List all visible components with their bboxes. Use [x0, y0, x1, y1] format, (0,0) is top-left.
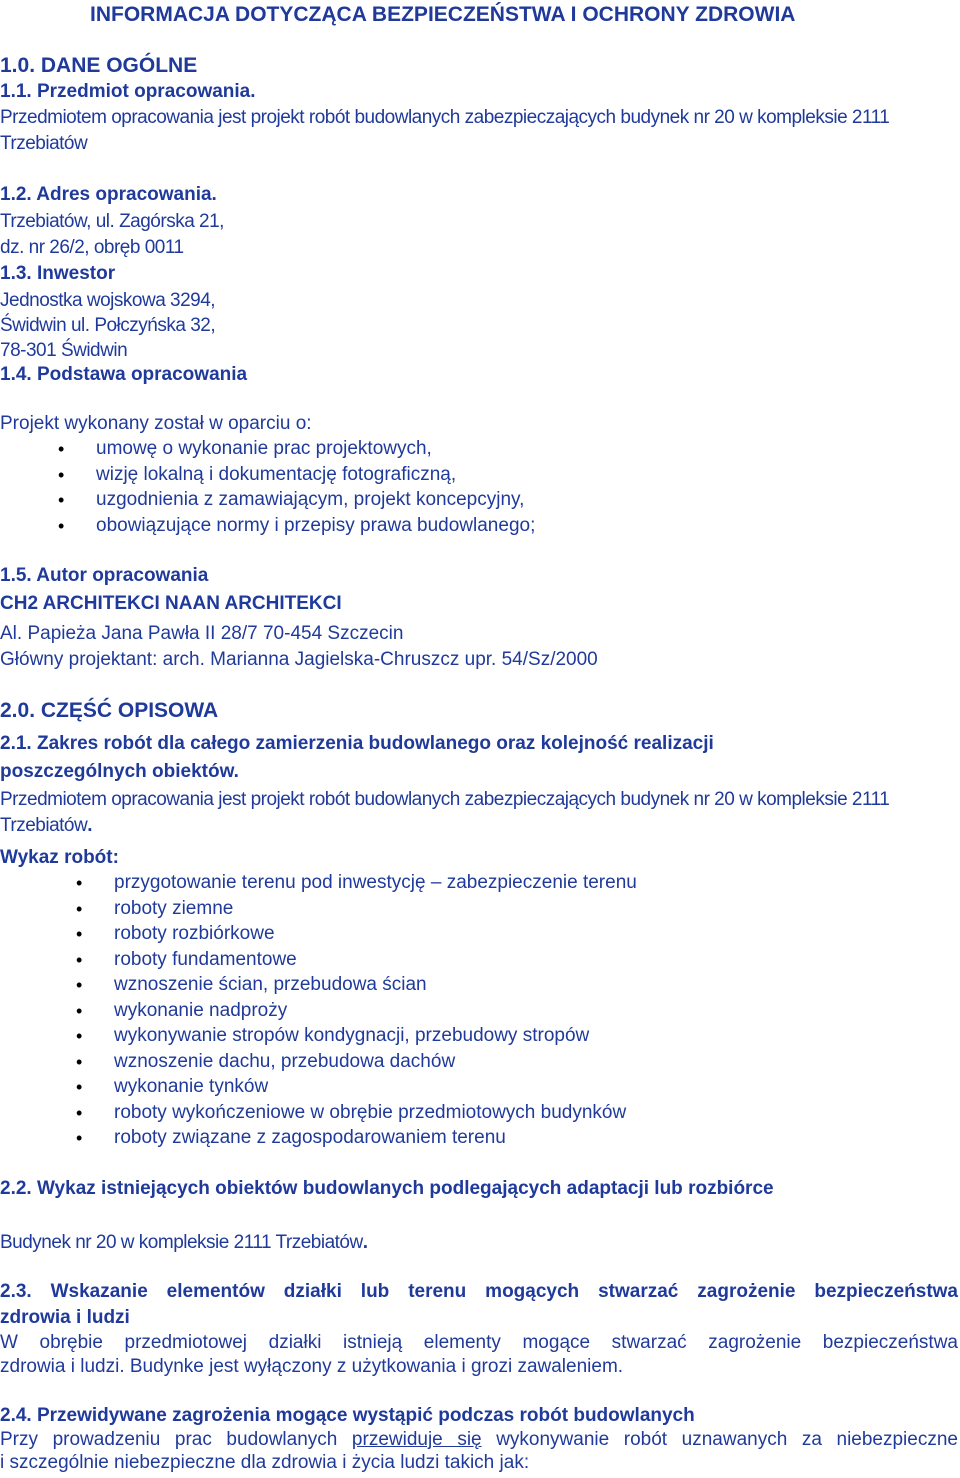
- list-item-text: roboty wykończeniowe w obrębie przedmiotowych budynków: [114, 1102, 627, 1123]
- bullet-icon: •: [58, 490, 65, 510]
- section-1-3-line2: Świdwin ul. Połczyńska 32,: [0, 315, 216, 336]
- section-1-heading: 1.0. DANE OGÓLNE: [0, 54, 198, 77]
- list-item-text: wykonywanie stropów kondygnacji, przebudowy stropów: [114, 1025, 590, 1046]
- works-label: Wykaz robót:: [0, 847, 119, 868]
- section-2-4-text-line1: [0, 1428, 958, 1452]
- section-2-1-text-line2-main: Trzebiatów: [0, 815, 88, 836]
- section-1-4-heading: 1.4. Podstawa opracowania: [0, 364, 248, 385]
- section-2-3-text-line2: zdrowia i ludzi. Budynke jest wyłączony z użytkowania i grozi zawaleniem.: [0, 1356, 624, 1377]
- section-2-1-text-line1: Przedmiotem opracowania jest projekt robót budowlanych zabezpieczających budynek nr 20 w kompleksie 2111: [0, 789, 890, 810]
- section-2-4-text-line1-underlined: przewiduje się: [351, 1429, 482, 1450]
- bullet-icon: •: [76, 1001, 83, 1021]
- list-item-text: roboty fundamentowe: [114, 949, 297, 970]
- section-1-4-intro: Projekt wykonany został w oparciu o:: [0, 413, 312, 434]
- lead-designer: Główny projektant: arch. Marianna Jagielska-Chruszcz upr. 54/Sz/2000: [0, 649, 598, 670]
- section-1-3-line1: Jednostka wojskowa 3294,: [0, 290, 216, 311]
- bullet-icon: •: [76, 950, 83, 970]
- bullet-icon: •: [76, 873, 83, 893]
- section-2-heading: 2.0. CZĘŚĆ OPISOWA: [0, 699, 219, 722]
- section-1-2-address-line2: dz. nr 26/2, obręb 0011: [0, 237, 184, 258]
- section-2-3-text-line1: W obrębie przedmiotowej działki istnieją elementy mogące stwarzać zagrożenie bezpieczeństwa: [0, 1332, 958, 1353]
- bullet-icon: •: [76, 924, 83, 944]
- bullet-icon: •: [76, 975, 83, 995]
- bullet-icon: •: [58, 516, 65, 536]
- section-2-4-heading: 2.4. Przewidywane zagrożenia mogące wystąpić podczas robót budowlanych: [0, 1405, 695, 1426]
- section-1-1-heading: 1.1. Przedmiot opracowania.: [0, 81, 256, 102]
- list-item-text: roboty związane z zagospodarowaniem terenu: [114, 1127, 506, 1148]
- section-2-3-heading-line1: 2.3. Wskazanie elementów działki lub terenu mogących stwarzać zagrożenie bezpieczeństwa: [0, 1281, 958, 1302]
- author-company: CH2 ARCHITEKCI NAAN ARCHITEKCI: [0, 593, 342, 614]
- list-item-text: wykonanie tynków: [114, 1076, 269, 1097]
- bullet-icon: •: [58, 465, 65, 485]
- section-2-2-heading: 2.2. Wykaz istniejących obiektów budowlanych podlegających adaptacji lub rozbiórce: [0, 1178, 774, 1199]
- author-address: Al. Papieża Jana Pawła II 28/7 70-454 Szczecin: [0, 623, 404, 644]
- list-item-text: roboty rozbiórkowe: [114, 923, 275, 944]
- section-2-2-text-main: Budynek nr 20 w kompleksie 2111 Trzebiatów: [0, 1232, 363, 1253]
- bullet-icon: •: [76, 1026, 83, 1046]
- section-2-2-text-dot: .: [362, 1232, 369, 1253]
- section-1-2-address-line1: Trzebiatów, ul. Zagórska 21,: [0, 211, 224, 232]
- section-2-3-heading-line2: zdrowia i ludzi: [0, 1307, 130, 1328]
- section-2-2-text: [0, 1231, 368, 1255]
- bullet-icon: •: [76, 1052, 83, 1072]
- list-item-text: umowę o wykonanie prac projektowych,: [96, 438, 432, 459]
- section-2-4-text-line2: i szczególnie niebezpieczne dla zdrowia i życia ludzi takich jak:: [0, 1452, 530, 1473]
- section-1-3-line3: 78-301 Świdwin: [0, 340, 128, 361]
- bullet-icon: •: [76, 1077, 83, 1097]
- bullet-icon: •: [76, 899, 83, 919]
- section-2-1-text-line2: [0, 814, 93, 838]
- section-1-3-heading: 1.3. Inwestor: [0, 263, 116, 284]
- section-2-1-text-line2-dot: .: [87, 815, 93, 836]
- section-1-5-heading: 1.5. Autor opracowania: [0, 565, 209, 586]
- list-item-text: wykonanie nadproży: [114, 1000, 288, 1021]
- section-2-1-heading-line2: poszczególnych obiektów.: [0, 761, 239, 782]
- list-item-text: uzgodnienia z zamawiającym, projekt koncepcyjny,: [96, 489, 525, 510]
- section-2-4-text-line1-a: Przy prowadzeniu prac budowlanych: [0, 1429, 352, 1450]
- section-1-1-text-line2: Trzebiatów: [0, 133, 88, 154]
- bullet-icon: •: [58, 439, 65, 459]
- section-2-1-heading-line1: 2.1. Zakres robót dla całego zamierzenia budowlanego oraz kolejność realizacji: [0, 733, 714, 754]
- list-item-text: roboty ziemne: [114, 898, 234, 919]
- bullet-icon: •: [76, 1128, 83, 1148]
- list-item-text: wznoszenie ścian, przebudowa ścian: [114, 974, 427, 995]
- list-item-text: wznoszenie dachu, przebudowa dachów: [114, 1051, 456, 1072]
- list-item-text: wizję lokalną i dokumentację fotograficzną,: [96, 464, 457, 485]
- bullet-icon: •: [76, 1103, 83, 1123]
- list-item-text: obowiązujące normy i przepisy prawa budowlanego;: [96, 515, 536, 536]
- section-1-2-heading: 1.2. Adres opracowania.: [0, 184, 217, 205]
- list-item-text: przygotowanie terenu pod inwestycję – zabezpieczenie terenu: [114, 872, 637, 893]
- section-2-4-text-line1-b: wykonywanie robót uznawanych za niebezpieczne: [481, 1429, 958, 1450]
- page-title: INFORMACJA DOTYCZĄCA BEZPIECZEŃSTWA I OCHRONY ZDROWIA: [90, 3, 796, 26]
- section-1-1-text-line1: Przedmiotem opracowania jest projekt robót budowlanych zabezpieczających budynek nr 20 w kompleksie 2111: [0, 107, 890, 128]
